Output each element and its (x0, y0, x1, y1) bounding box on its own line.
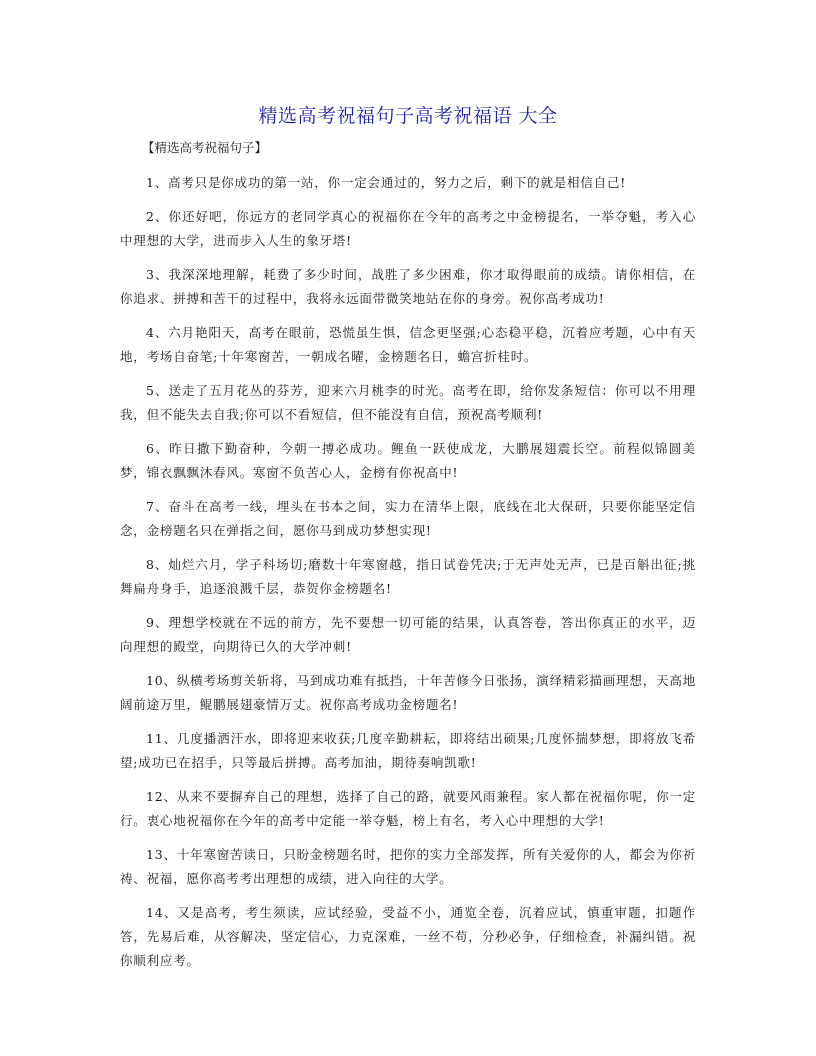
blessing-paragraph-4: 4、六月艳阳天，高考在眼前，恐慌虽生惧，信念更坚强;心态稳平稳，沉着应考题，心中有天地，考场自奋笔;十年寒窗苦，一朝成名曜，金榜题名日，蟾宫折桂时。 (120, 325, 696, 364)
document-title: 精选高考祝福句子高考祝福语 大全 (258, 105, 558, 127)
blessing-paragraph-11: 11、几度播洒汗水，即将迎来收获;几度辛勤耕耘，即将结出硕果;几度怀揣梦想，即将放飞希望;成功已在招手，只等最后拼搏。高考加油，期待奏响凯歌! (120, 731, 696, 770)
blessing-paragraph-2: 2、你还好吧，你远方的老同学真心的祝福你在今年的高考之中金榜提名，一举夺魁，考入心中理想的大学，进而步入人生的象牙塔! (120, 209, 696, 248)
document-body (120, 139, 696, 983)
blessing-paragraph-9: 9、理想学校就在不远的前方，先不要想一切可能的结果，认真答卷，答出你真正的水平，迈向理想的殿堂，向期待已久的大学冲刺! (120, 615, 696, 654)
blessing-paragraph-5: 5、送走了五月花丛的芬芳，迎来六月桃李的时光。高考在即，给你发条短信：你可以不用理我，但不能失去自我;你可以不看短信，但不能没有自信，预祝高考顺利! (120, 383, 696, 422)
blessing-paragraph-7: 7、奋斗在高考一线，埋头在书本之间，实力在清华上限，底线在北大保研，只要你能坚定信念，金榜题名只在弹指之间，愿你马到成功梦想实现! (120, 499, 696, 538)
blessing-paragraph-3: 3、我深深地理解，耗费了多少时间，战胜了多少困难，你才取得眼前的成绩。请你相信，在你追求、拼搏和苦干的过程中，我将永远面带微笑地站在你的身旁。祝你高考成功! (120, 267, 696, 306)
section-heading: 【精选高考祝福句子】 (142, 140, 268, 155)
blessing-paragraph-13: 13、十年寒窗苦读日，只盼金榜题名时，把你的实力全部发挥，所有关爱你的人，都会为你祈祷、祝福，愿你高考考出理想的成绩，进入向往的大学。 (120, 847, 696, 886)
blessing-paragraph-12: 12、从来不要摒弃自己的理想，选择了自己的路，就要风雨兼程。家人都在祝福你呢，你一定行。衷心地祝福你在今年的高考中定能一举夺魁，榜上有名，考入心中理想的大学! (120, 789, 696, 828)
blessing-paragraph-8: 8、灿烂六月，学子科场切;磨数十年寒窗越，指日试卷凭决;于无声处无声，已是百斛出征;挑舞扁舟身手，追逐浪溅千层，恭贺你金榜题名! (120, 557, 696, 596)
blessing-paragraph-1: 1、高考只是你成功的第一站，你一定会通过的，努力之后，剩下的就是相信自己! (146, 175, 627, 190)
blessing-paragraph-14: 14、又是高考，考生须读，应试经验，受益不小，通览全卷，沉着应试，慎重审题，扣题作答，先易后难，从容解决，坚定信心，力克深难，一丝不苟，分秒必争，仔细检查，补漏纠错。祝你顺利应考。 (120, 905, 696, 968)
blessing-paragraph-6: 6、昨日撒下勤奋种，今朝一搏必成功。鲤鱼一跃使成龙，大鹏展翅震长空。前程似锦圆美梦，锦衣飘飘沐春风。寒窗不负苦心人，金榜有你祝高中! (120, 441, 696, 480)
blessing-paragraph-10: 10、纵横考场剪关斩将，马到成功难有抵挡，十年苦修今日张扬，演绎精彩描画理想，天高地阔前途万里，鲲鹏展翅豪情万丈。祝你高考成功金榜题名! (120, 673, 696, 712)
